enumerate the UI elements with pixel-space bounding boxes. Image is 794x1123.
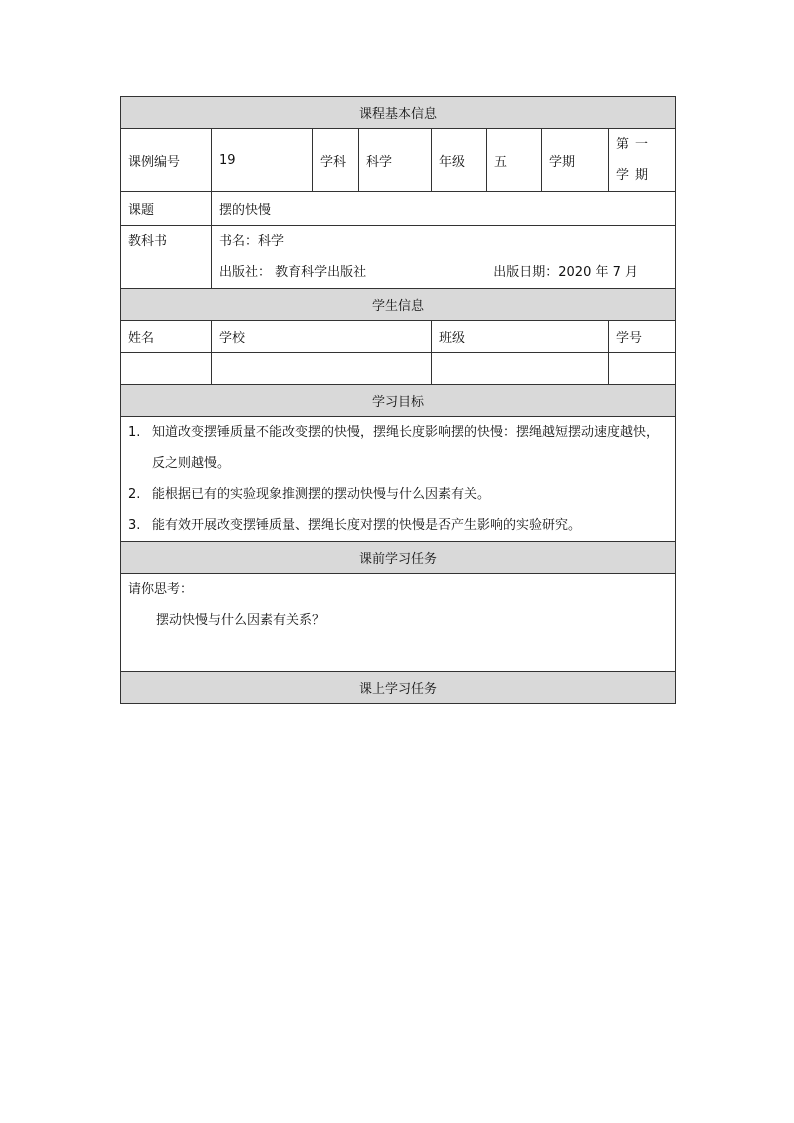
publisher-line <box>219 257 668 288</box>
goal-number: 3. <box>128 518 141 533</box>
name-label: 姓名 <box>121 321 212 353</box>
goal-text: 能根据已有的实验现象推测摆的摆动快慢与什么因素有关。 <box>152 487 491 502</box>
course-info-header: 课程基本信息 <box>121 97 676 129</box>
case-no-label: 课例编号 <box>121 129 212 192</box>
subject-label: 学科 <box>313 129 359 192</box>
goal-item <box>128 479 668 510</box>
topic-value: 摆的快慢 <box>212 192 676 226</box>
publisher: 出版社： 教育科学出版社 <box>219 265 367 280</box>
goal-item <box>128 510 668 541</box>
school-label: 学校 <box>212 321 432 353</box>
goal-number: 1. <box>128 425 141 440</box>
pre-task-body <box>121 574 676 672</box>
goal-number: 2. <box>128 487 141 502</box>
goals-header: 学习目标 <box>121 385 676 417</box>
textbook-label: 教科书 <box>121 226 212 289</box>
publish-date: 出版日期：2020 年 7 月 <box>493 265 639 280</box>
goal-item <box>128 417 668 479</box>
student-id-label: 学号 <box>609 321 676 353</box>
grade-value: 五 <box>487 129 542 192</box>
student-info-header: 学生信息 <box>121 289 676 321</box>
school-field[interactable] <box>212 353 432 385</box>
term-label: 学期 <box>542 129 609 192</box>
subject-value: 科学 <box>359 129 432 192</box>
class-field[interactable] <box>432 353 609 385</box>
goals-list <box>121 417 676 542</box>
pre-task-header: 课前学习任务 <box>121 542 676 574</box>
pre-task-prompt: 请你思考： <box>128 582 194 597</box>
textbook-details <box>212 226 676 289</box>
case-no-value: 19 <box>212 129 313 192</box>
name-field[interactable] <box>121 353 212 385</box>
pre-task-question: 摆动快慢与什么因素有关系？ <box>156 613 326 628</box>
in-class-task-header: 课上学习任务 <box>121 672 676 704</box>
book-name: 书名：科学 <box>219 234 285 249</box>
lesson-plan-table <box>120 96 676 704</box>
student-id-field[interactable] <box>609 353 676 385</box>
goal-text: 能有效开展改变摆锤质量、摆绳长度对摆的快慢是否产生影响的实验研究。 <box>152 518 582 533</box>
goal-text: 知道改变摆锤质量不能改变摆的快慢，摆绳长度影响摆的快慢：摆绳越短摆动速度越快，反之则越慢。 <box>152 425 660 471</box>
topic-label: 课题 <box>121 192 212 226</box>
class-label: 班级 <box>432 321 609 353</box>
grade-label: 年级 <box>432 129 487 192</box>
term-value: 第一学期 <box>609 129 676 192</box>
